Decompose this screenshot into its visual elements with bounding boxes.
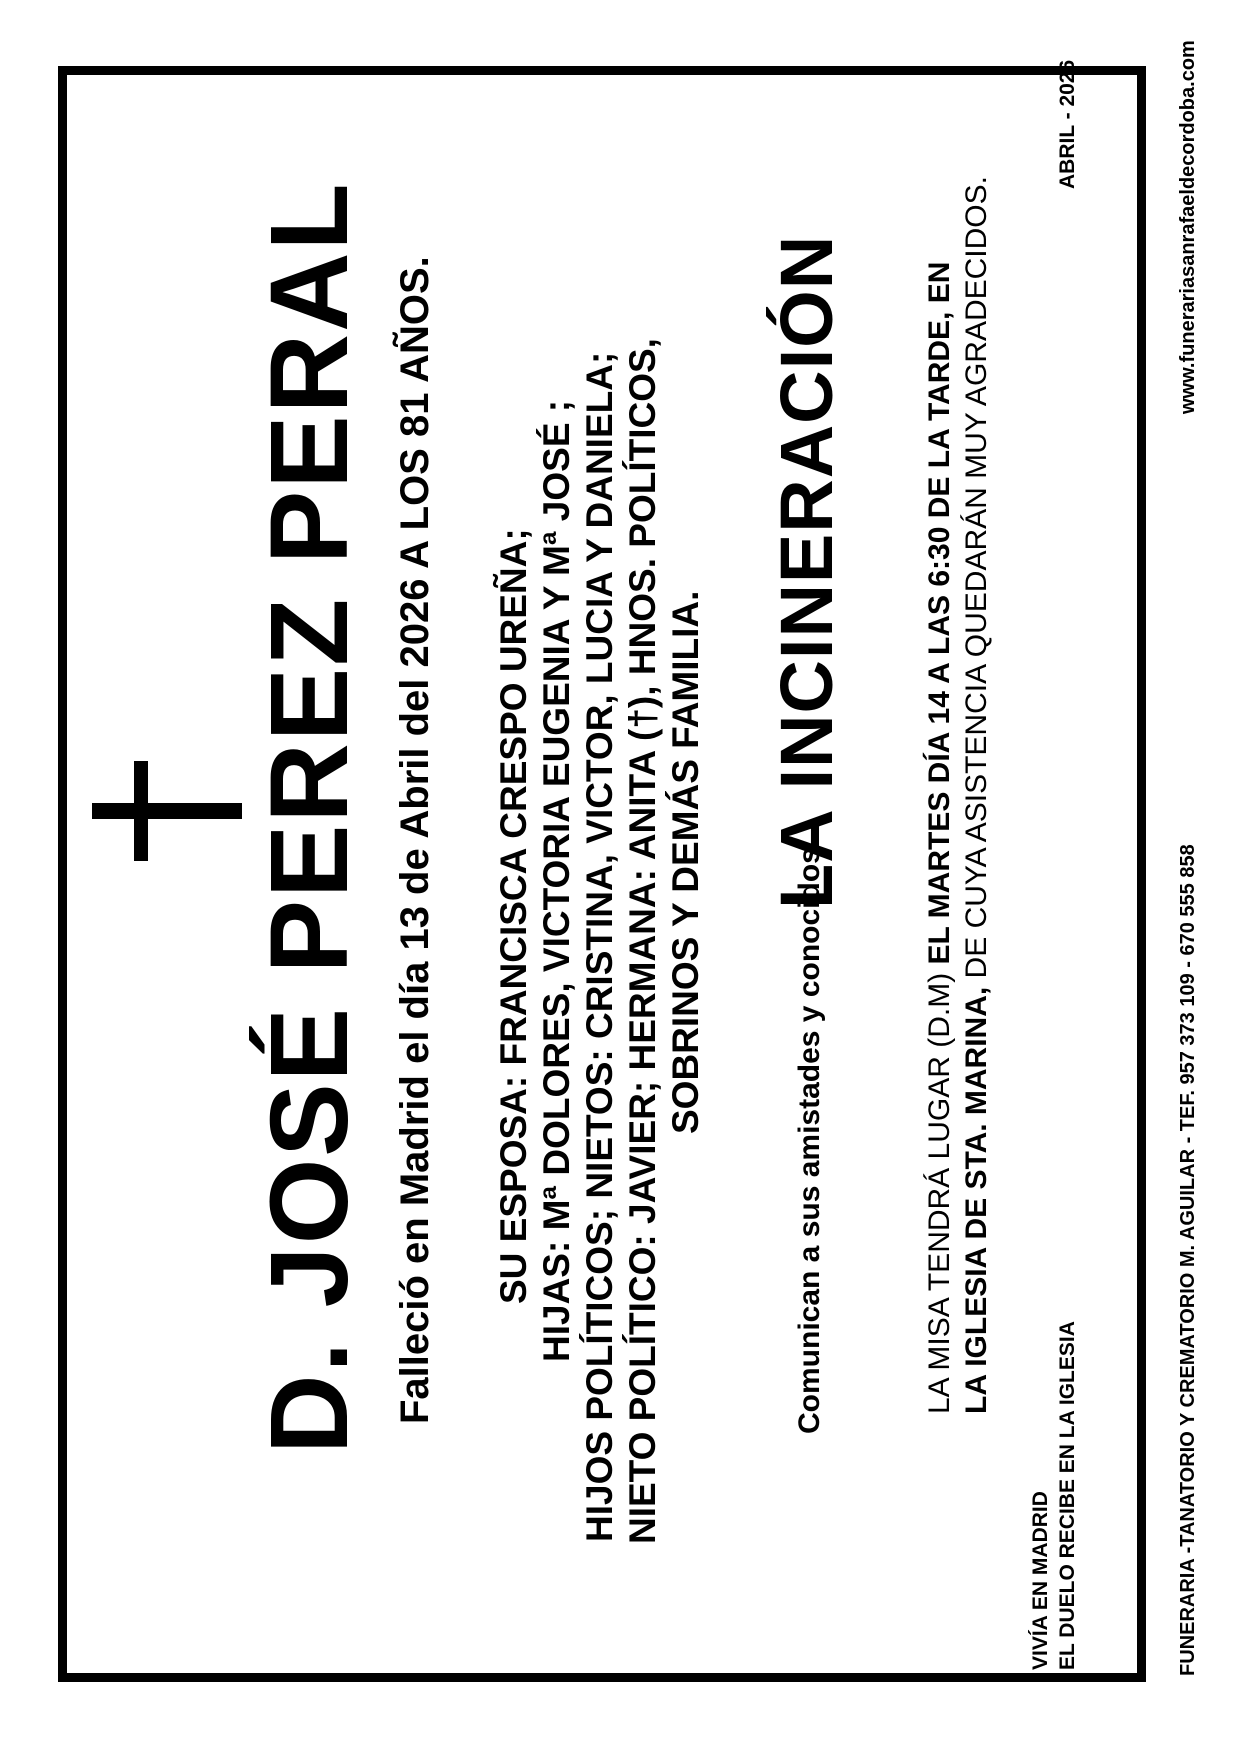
family-line-4: NIETO POLÍTICO: JAVIER; HERMANA: ANITA (†), HNOS. POLÍTICOS, (622, 338, 663, 1544)
ceremony-title: LA INCINERACIÓN (765, 234, 848, 909)
footer-website: www.funerariasanrafaeldecordoba.com (1177, 40, 1199, 414)
mass-line-2-bold: LA IGLESIA DE STA. MARINA, (960, 978, 993, 1414)
family-line-1: SU ESPOSA: FRANCISCA CRESPO UREÑA; (493, 528, 534, 1304)
mass-line-2-normal: DE CUYA ASISTENCIA QUEDARÁN MUY AGRADECIDOS. (960, 176, 993, 979)
family-line-3: HIJOS POLÍTICOS; NIETOS: CRISTINA, VICTOR, LUCIA Y DANIELA; (579, 351, 620, 1542)
notice-date: ABRIL - 2026 (1056, 59, 1079, 189)
family-line-5: SOBRINOS Y DEMÁS FAMILIA. (665, 590, 706, 1134)
mass-line-1 (925, 262, 955, 1414)
deceased-name: D. JOSÉ PEREZ PERAL (248, 181, 371, 1454)
death-line: Falleció en Madrid el día 13 de Abril del 2026 A LOS 81 AÑOS. (393, 256, 437, 1424)
lived-in: VIVÍA EN MADRID (1029, 1491, 1052, 1670)
family-line-2: HIJAS: Mª DOLORES, VICTORIA EUGENIA Y Mª JOSÉ ; (536, 399, 577, 1362)
mass-line-1-normal: LA MISA TENDRÁ LUGAR (D.M) (923, 964, 956, 1414)
mourning-info: EL DUELO RECIBE EN LA IGLESIA (1056, 1321, 1079, 1670)
mass-line-2 (962, 176, 992, 1414)
communicate-line: Comunican a sus amistades y conocidos (793, 847, 826, 1434)
mass-line-1-bold: EL MARTES DÍA 14 A LAS 6:30 DE LA TARDE, EN (923, 261, 956, 965)
footer-company: FUNERARIA -TANATORIO Y CREMATORIO M. AGUILAR - TEF. 957 373 109 - 670 555 858 (1177, 844, 1199, 1676)
